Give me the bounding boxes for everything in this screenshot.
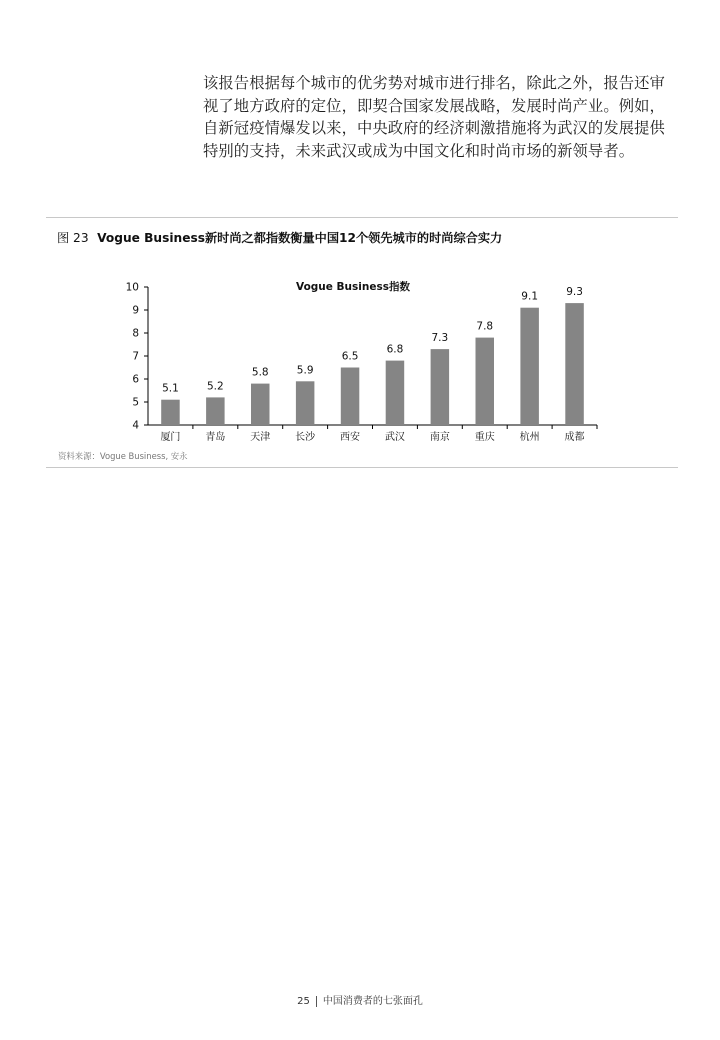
- bar-value-label: 7.3: [431, 332, 449, 345]
- bar-长沙: [296, 381, 315, 425]
- y-tick-label: 7: [132, 350, 139, 363]
- y-tick-label: 10: [125, 281, 139, 294]
- bar-天津: [251, 384, 270, 425]
- bar-value-label: 5.8: [251, 366, 269, 379]
- figure-top-rule: [46, 217, 678, 218]
- figure-source: 资料来源：Vogue Business, 安永: [58, 451, 188, 461]
- x-category-label: 重庆: [474, 432, 495, 443]
- y-tick-label: 4: [132, 419, 139, 432]
- x-category-label: 武汉: [384, 432, 405, 443]
- x-category-label: 长沙: [295, 432, 316, 443]
- bar-value-label: 9.1: [521, 290, 539, 303]
- x-category-label: 天津: [250, 432, 271, 443]
- bar-chart: [0, 270, 720, 450]
- chart-title: Vogue Business指数: [296, 281, 410, 293]
- x-category-label: 青岛: [205, 432, 226, 443]
- bar-value-label: 7.8: [476, 320, 494, 333]
- bar-重庆: [476, 338, 495, 425]
- x-category-label: 南京: [429, 432, 450, 443]
- y-tick-label: 6: [132, 373, 139, 386]
- bar-西安: [341, 368, 360, 426]
- bar-杭州: [520, 308, 539, 425]
- figure-title: [57, 229, 502, 246]
- x-category-label: 成都: [564, 432, 585, 443]
- bar-青岛: [206, 397, 225, 425]
- bar-value-label: 9.3: [566, 286, 583, 299]
- bar-成都: [565, 303, 584, 425]
- y-tick-label: 5: [132, 396, 139, 409]
- x-category-label: 杭州: [519, 432, 540, 443]
- x-category-label: 西安: [340, 432, 361, 443]
- footer-document-title: 中国消费者的七张面孔: [322, 996, 423, 1007]
- bar-value-label: 5.1: [162, 382, 179, 395]
- bar-value-label: 5.9: [296, 364, 314, 377]
- body-paragraph: 该报告根据每个城市的优劣势对城市进行排名，除此之外，报告还审视了地方政府的定位，即契合国家发展战略，发展时尚产业。例如，自新冠疫情爆发以来，中央政府的经济刺激措施将为武汉的发展提供特别的支持，未来武汉或成为中国文化和时尚市场的新领导者。: [203, 74, 665, 160]
- figure-label: 图 23: [57, 231, 89, 245]
- bar-厦门: [161, 400, 180, 425]
- page-footer: [0, 992, 720, 1007]
- chart-bars: [160, 286, 584, 443]
- figure-caption: Vogue Business新时尚之都指数衡量中国12个领先城市的时尚综合实力: [97, 231, 503, 245]
- x-category-label: 厦门: [160, 432, 181, 443]
- bar-value-label: 5.2: [206, 380, 224, 393]
- bar-value-label: 6.8: [386, 343, 404, 356]
- y-tick-label: 9: [132, 304, 139, 317]
- bar-南京: [431, 349, 450, 425]
- bar-value-label: 6.5: [341, 350, 359, 363]
- page-number: 25: [297, 996, 317, 1007]
- bar-武汉: [386, 361, 405, 425]
- figure-bottom-rule: [46, 467, 678, 468]
- y-tick-label: 8: [132, 327, 139, 340]
